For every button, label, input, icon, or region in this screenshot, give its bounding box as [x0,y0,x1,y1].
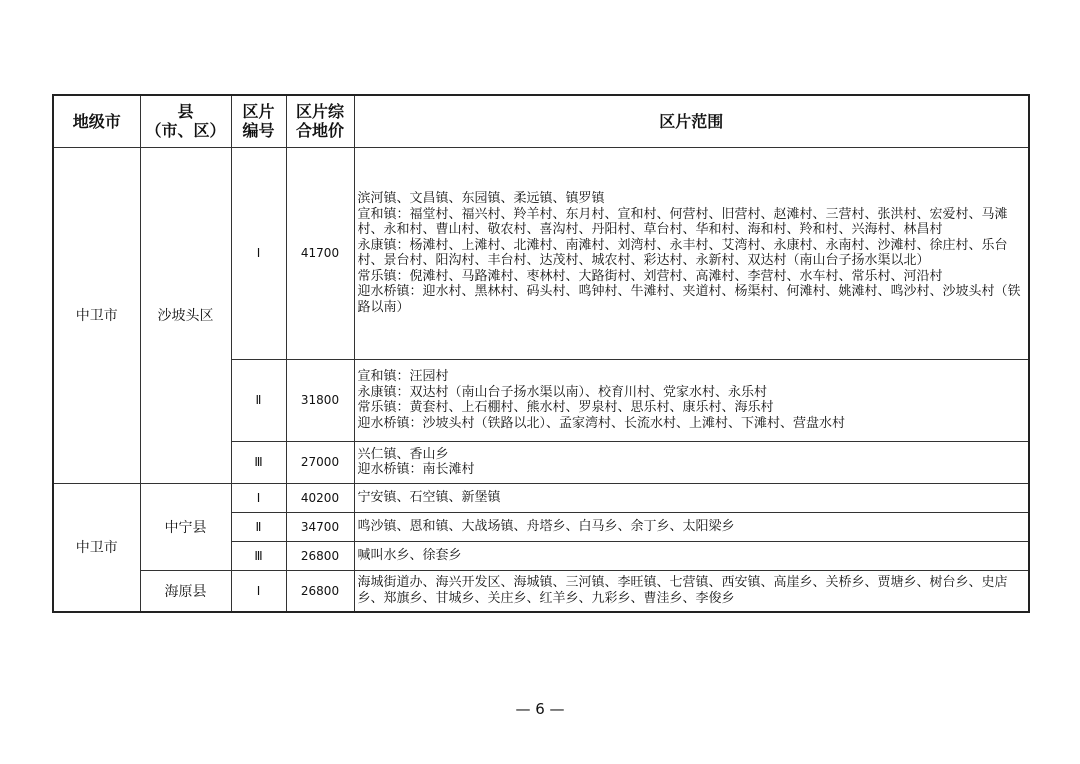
price-cell: 34700 [286,512,354,541]
scope-cell [354,512,1029,541]
scope-line: 宁安镇、石空镇、新堡镇 [357,489,501,505]
scope-line: 迎水桥镇：迎水村、黑林村、码头村、鸣钟村、牛滩村、夹道村、杨渠村、何滩村、姚滩村、鸣沙村、沙坡头村（铁路以南） [357,284,1021,315]
scope-cell [354,147,1029,359]
header-zone-no [231,95,286,147]
scope-line: 喊叫水乡、徐套乡 [357,547,462,563]
header-price-line1: 区片综 [295,102,344,122]
price-cell: 40200 [286,483,354,512]
header-price [286,95,354,147]
scope-cell [354,483,1029,512]
table-header-row [53,95,1029,147]
scope-line: 兴仁镇、香山乡 [357,446,449,462]
zone-no-cell: Ⅰ [231,483,286,512]
zone-no-cell: Ⅲ [231,441,286,483]
land-price-table [52,94,1030,613]
price-cell: 31800 [286,359,354,441]
table-row [53,483,1029,512]
header-zone-no-line2: 编号 [242,121,275,141]
scope-line: 宣和镇：汪园村 [357,369,449,384]
zone-no-cell: Ⅰ [231,570,286,612]
city-cell: 中卫市 [53,147,140,483]
header-county-line1: 县 [177,102,194,122]
price-cell: 26800 [286,570,354,612]
scope-line: 常乐镇：黄套村、上石棚村、熊水村、罗泉村、思乐村、康乐村、海乐村 [357,400,774,415]
scope-cell [354,541,1029,570]
price-cell: 26800 [286,541,354,570]
header-county [140,95,231,147]
scope-line: 永康镇：杨滩村、上滩村、北滩村、南滩村、刘湾村、永丰村、艾湾村、永康村、永南村、沙滩村、徐庄村、乐台村、景台村、阳沟村、丰台村、达茂村、城农村、彩达村、永新村、双达村（南山台子扬水渠以北） [357,237,1008,268]
table-row [53,570,1029,612]
scope-line: 鸣沙镇、恩和镇、大战场镇、舟塔乡、白马乡、余丁乡、太阳梁乡 [357,518,735,534]
scope-cell [354,570,1029,612]
city-cell: 中卫市 [53,483,140,612]
scope-line: 常乐镇：倪滩村、马路滩村、枣林村、大路街村、刘营村、高滩村、李营村、水车村、常乐村、河沿村 [357,268,943,284]
header-zone-no-line1: 区片 [242,102,275,122]
county-cell: 中宁县 [140,483,231,570]
scope-line: 宣和镇：福堂村、福兴村、羚羊村、东月村、宣和村、何营村、旧营村、赵滩村、三营村、张洪村、宏爱村、马滩村、永和村、曹山村、敬农村、喜沟村、丹阳村、草台村、华和村、海和村、羚和村、兴海村、林昌村 [357,206,1008,237]
header-county-line2: （市、区） [145,121,226,141]
header-scope: 区片范围 [354,95,1029,147]
scope-line: 海城街道办、海兴开发区、海城镇、三河镇、李旺镇、七营镇、西安镇、高崖乡、关桥乡、贾塘乡、树台乡、史店乡、郑旗乡、甘城乡、关庄乡、红羊乡、九彩乡、曹洼乡、李俊乡 [357,575,1008,606]
zone-no-cell: Ⅱ [231,512,286,541]
scope-cell [354,359,1029,441]
zone-no-cell: Ⅱ [231,359,286,441]
price-cell: 27000 [286,441,354,483]
table-row [53,147,1029,359]
scope-line: 迎水桥镇：沙坡头村（铁路以北）、孟家湾村、长流水村、上滩村、下滩村、营盘水村 [357,415,846,431]
page-number: — 6 — [515,700,565,718]
scope-cell [354,441,1029,483]
scope-line: 迎水桥镇：南长滩村 [357,462,475,477]
county-cell: 海原县 [140,570,231,612]
price-cell: 41700 [286,147,354,359]
scope-line: 滨河镇、文昌镇、东园镇、柔远镇、镇罗镇 [357,191,605,206]
header-city: 地级市 [53,95,140,147]
header-price-line2: 合地价 [295,121,344,141]
scope-line: 永康镇：双达村（南山台子扬水渠以南）、校育川村、党家水村、永乐村 [357,384,768,400]
county-cell: 沙坡头区 [140,147,231,483]
zone-no-cell: Ⅰ [231,147,286,359]
zone-no-cell: Ⅲ [231,541,286,570]
